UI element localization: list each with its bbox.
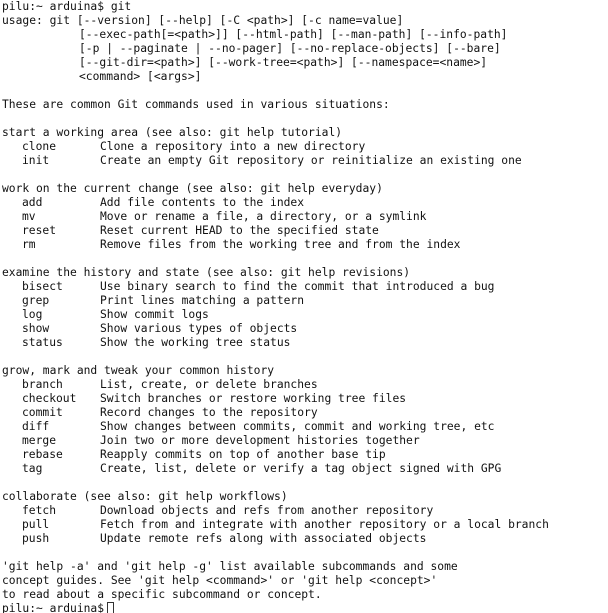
command-name: clone	[22, 140, 57, 153]
command-row	[2, 140, 608, 154]
prompt-text: pilu:~ arduina$	[2, 602, 105, 613]
command-description: Switch branches or restore working tree files	[100, 392, 407, 405]
command-row	[2, 224, 608, 238]
section-heading: start a working area (see also: git help tutorial)	[2, 126, 343, 139]
command-name: add	[22, 196, 43, 209]
footer-line: concept guides. See 'git help <command>' or 'git help <concept>'	[2, 574, 438, 587]
command-description: Create an empty Git repository or reinitialize an existing one	[100, 154, 522, 167]
command-name: status	[22, 336, 63, 349]
command-name: bisect	[22, 280, 63, 293]
blank-line	[2, 112, 608, 126]
section-heading: grow, mark and tweak your common history	[2, 364, 275, 377]
command-row	[2, 308, 608, 322]
blank-line	[2, 252, 608, 266]
command-row	[2, 462, 608, 476]
command-row	[2, 154, 608, 168]
command-row	[2, 392, 608, 406]
command-row	[2, 532, 608, 546]
blank-line	[2, 168, 608, 182]
command-name: fetch	[22, 504, 57, 517]
blank-line	[2, 546, 608, 560]
command-name: diff	[22, 420, 50, 433]
footer-line: to read about a specific subcommand or concept.	[2, 588, 322, 601]
command-description: Add file contents to the index	[100, 196, 305, 209]
intro-text: These are common Git commands used in various situations:	[2, 98, 390, 111]
section-heading: work on the current change (see also: git help everyday)	[2, 182, 383, 195]
section-heading: examine the history and state (see also: git help revisions)	[2, 266, 411, 279]
command-row	[2, 504, 608, 518]
command-description: Remove files from the working tree and from the index	[100, 238, 461, 251]
blank-line	[2, 476, 608, 490]
footer-line: 'git help -a' and 'git help -g' list available subcommands and some	[2, 560, 458, 573]
command-name: log	[22, 308, 43, 321]
command-name: mv	[22, 210, 36, 223]
command-description: Reset current HEAD to the specified state	[100, 224, 379, 237]
command-description: Fetch from and integrate with another repository or a local branch	[100, 518, 549, 531]
command-description: List, create, or delete branches	[100, 378, 318, 391]
command-name: push	[22, 532, 50, 545]
command-row	[2, 210, 608, 224]
blank-line	[2, 84, 608, 98]
command-description: Show commit logs	[100, 308, 209, 321]
command-row	[2, 336, 608, 350]
command-name: checkout	[22, 392, 77, 405]
command-name: branch	[22, 378, 63, 391]
command-description: Clone a repository into a new directory	[100, 140, 366, 153]
command-row	[2, 294, 608, 308]
command-row	[2, 448, 608, 462]
blank-line	[2, 350, 608, 364]
text-cursor	[107, 602, 114, 613]
command-row	[2, 378, 608, 392]
command-description: Download objects and refs from another repository	[100, 504, 434, 517]
prompt-command-line: pilu:~ arduina$ git	[2, 0, 132, 13]
command-description: Record changes to the repository	[100, 406, 318, 419]
command-row	[2, 238, 608, 252]
command-description: Join two or more development histories together	[100, 434, 420, 447]
usage-line: <command> [<args>]	[79, 70, 202, 83]
section-heading: collaborate (see also: git help workflows)	[2, 490, 288, 503]
command-description: Print lines matching a pattern	[100, 294, 305, 307]
final-prompt-line[interactable]	[2, 602, 608, 613]
command-description: Show various types of objects	[100, 322, 298, 335]
command-description: Move or rename a file, a directory, or a symlink	[100, 210, 427, 223]
command-name: pull	[22, 518, 50, 531]
command-row	[2, 322, 608, 336]
usage-line: [-p | --paginate | --no-pager] [--no-replace-objects] [--bare]	[79, 42, 501, 55]
command-description: Use binary search to find the commit that introduced a bug	[100, 280, 495, 293]
command-row	[2, 406, 608, 420]
command-name: init	[22, 154, 50, 167]
command-description: Show the working tree status	[100, 336, 291, 349]
command-description: Create, list, delete or verify a tag object signed with GPG	[100, 462, 502, 475]
command-name: rm	[22, 238, 36, 251]
command-description: Update remote refs along with associated objects	[100, 532, 427, 545]
command-name: show	[22, 322, 50, 335]
command-row	[2, 518, 608, 532]
command-row	[2, 196, 608, 210]
usage-line: [--exec-path[=<path>]] [--html-path] [--man-path] [--info-path]	[79, 28, 508, 41]
usage-line: [--git-dir=<path>] [--work-tree=<path>] [--namespace=<name>]	[79, 56, 488, 69]
command-row	[2, 434, 608, 448]
command-name: merge	[22, 434, 57, 447]
command-description: Show changes between commits, commit and working tree, etc	[100, 420, 495, 433]
command-row	[2, 420, 608, 434]
command-description: Reapply commits on top of another base tip	[100, 448, 386, 461]
usage-line: usage: git [--version] [--help] [-C <path>] [-c name=value]	[2, 14, 404, 27]
command-name: tag	[22, 462, 43, 475]
command-row	[2, 280, 608, 294]
command-name: reset	[22, 224, 57, 237]
command-name: rebase	[22, 448, 63, 461]
command-name: commit	[22, 406, 63, 419]
command-name: grep	[22, 294, 50, 307]
